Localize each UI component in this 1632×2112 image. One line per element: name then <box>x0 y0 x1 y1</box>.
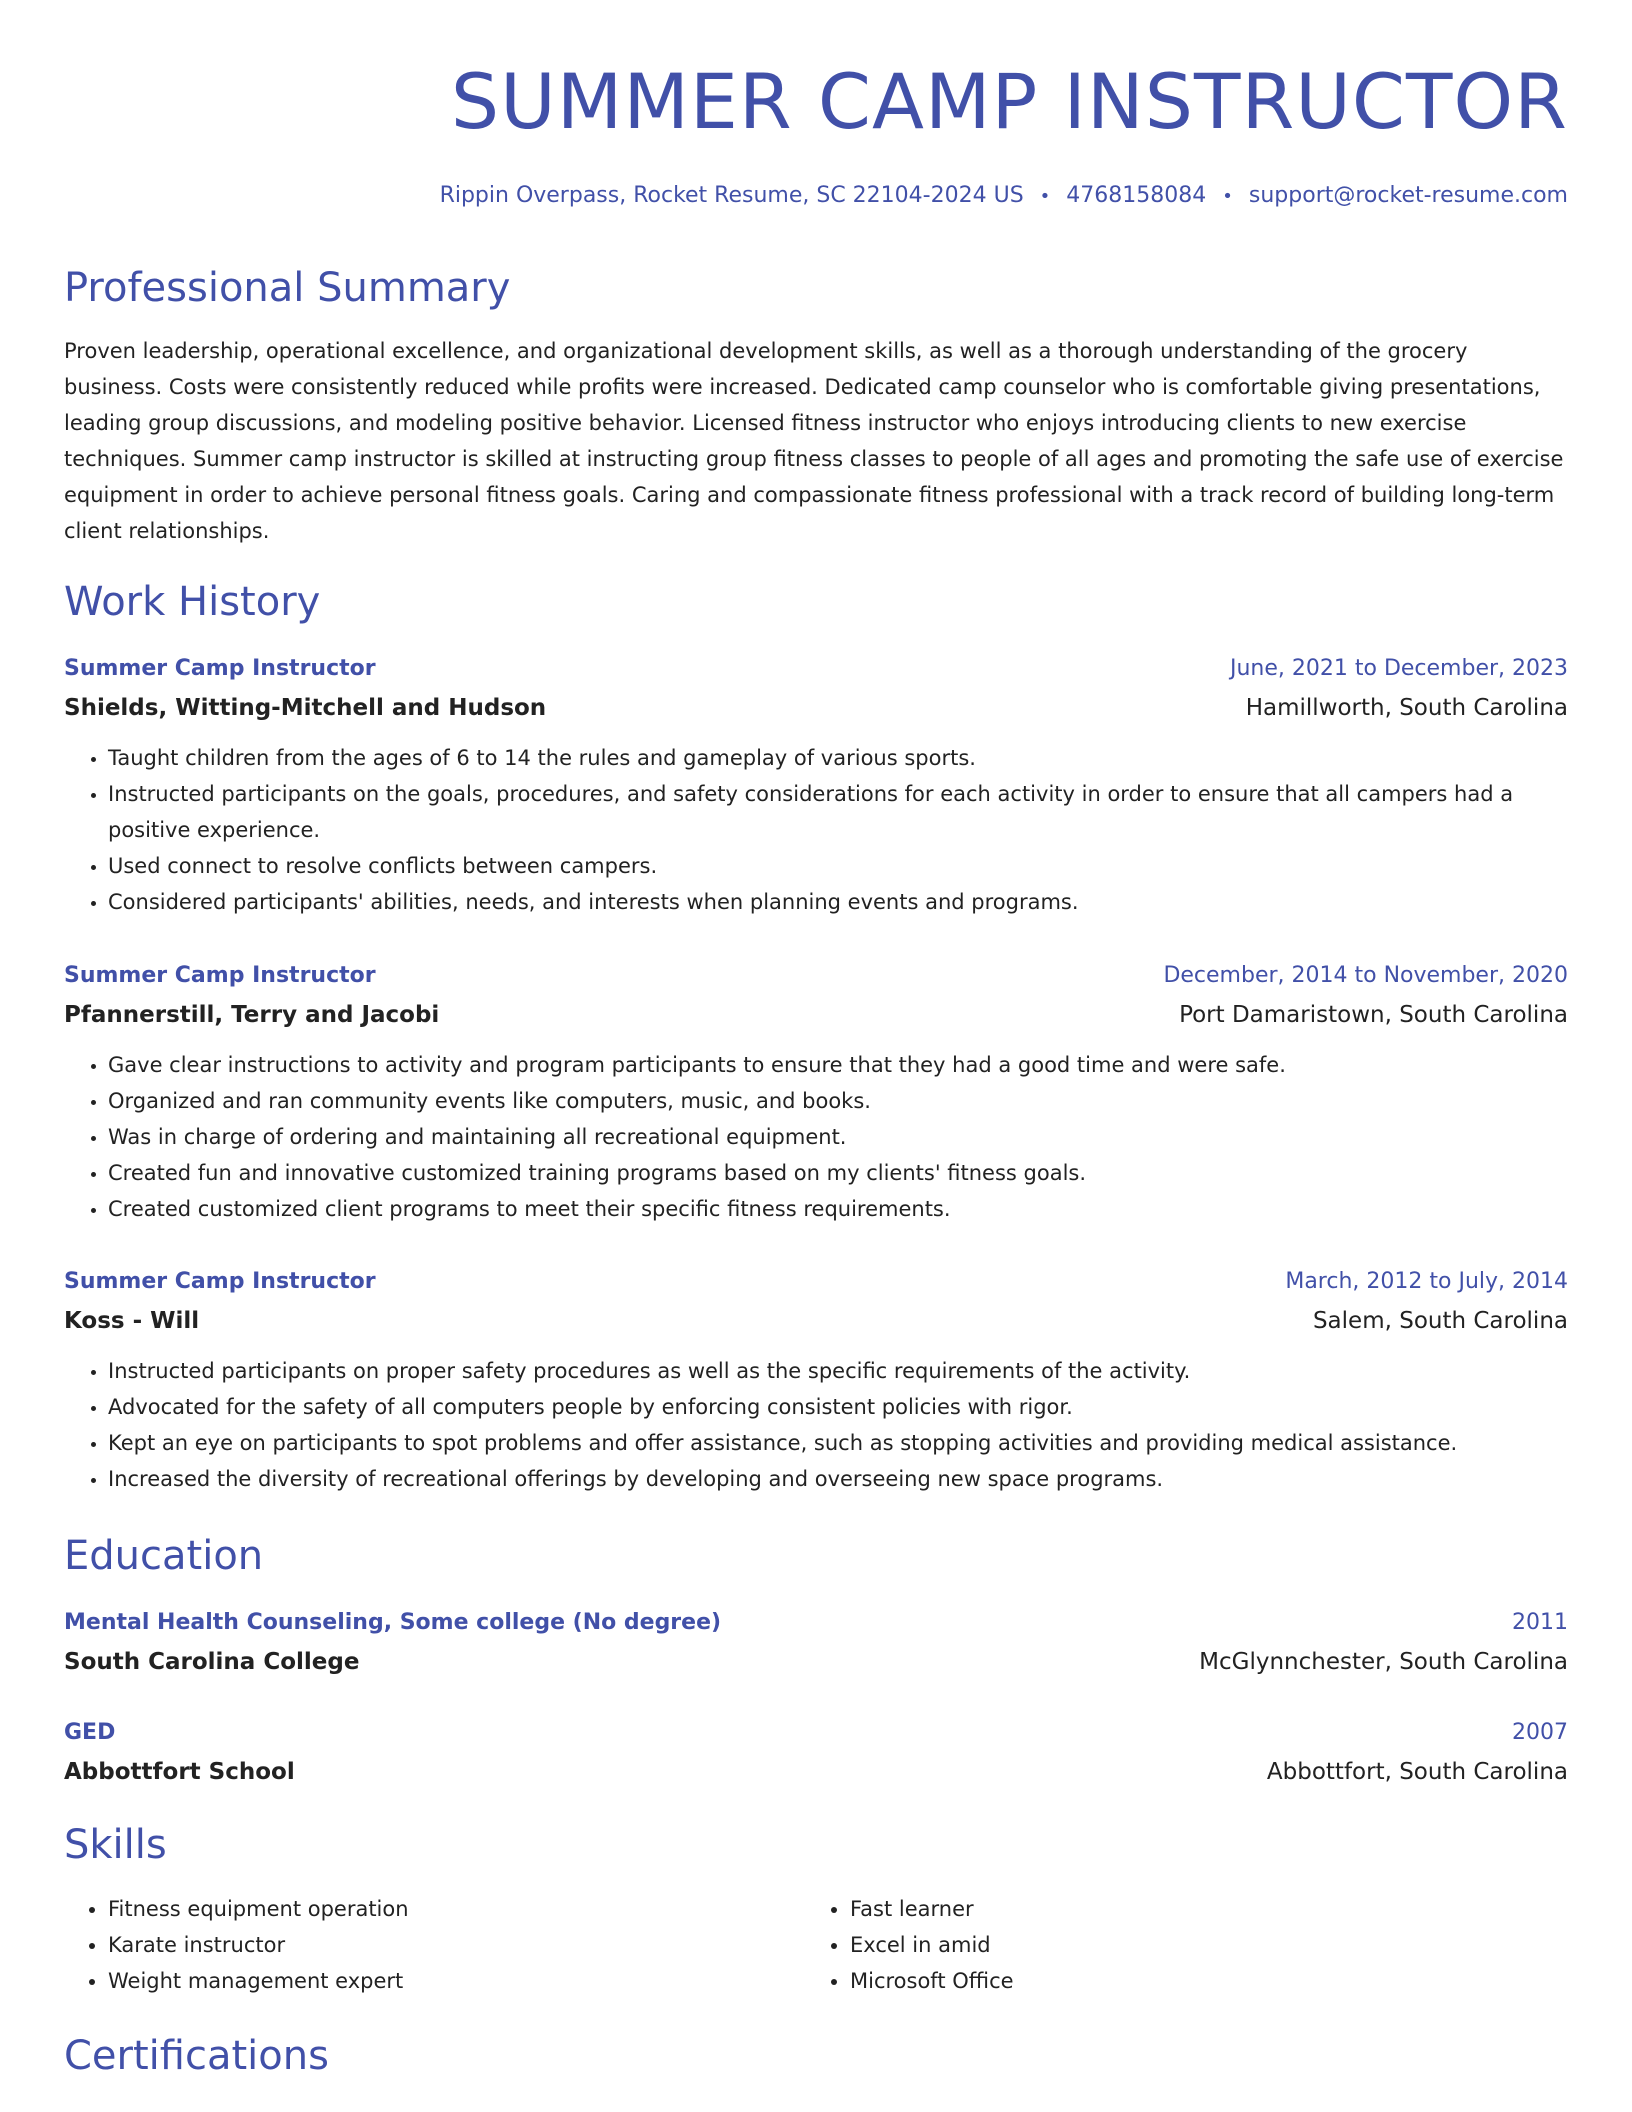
section-title-certifications: Certifications <box>64 2033 329 2079</box>
list-item: • Weight management expert <box>108 1963 806 1999</box>
job-role: Summer Camp Instructor <box>64 963 376 988</box>
job-company: Koss - Will <box>64 1308 200 1334</box>
education-year: 2011 <box>1512 1610 1568 1635</box>
job-entry <box>64 650 1568 920</box>
job-role: Summer Camp Instructor <box>64 1269 376 1294</box>
list-item: • Fast learner <box>850 1891 1548 1927</box>
list-item: • Taught children from the ages of 6 to 14 the rules and gameplay of various sports. <box>108 740 1568 776</box>
job-bullets <box>64 1047 1568 1227</box>
contact-separator: • <box>1039 186 1051 207</box>
summary-text: Proven leadership, operational excellence, and organizational development skills, as well as a thorough understanding of the grocery business. Costs were consistently reduced while profits were increased. Dedicated camp counselor who is comfortable giving presentations, leading group discussions, and modeling positive behavior. Licensed fitness instructor who enjoys introducing clients to new exercise techniques. Summer camp instructor is skilled at instructing group fitness classes to people of all ages and promoting the safe use of exercise equipment in order to achieve personal fitness goals. Caring and compassionate fitness professional with a track record of building long-term client relationships. <box>64 339 1564 543</box>
contact-separator: • <box>1222 186 1233 207</box>
list-item: • Increased the diversity of recreational offerings by developing and overseeing new space programs. <box>108 1461 1568 1497</box>
list-item: • Kept an eye on participants to spot problems and offer assistance, such as stopping activities and providing medical assistance. <box>108 1425 1568 1461</box>
job-entry <box>64 1263 1568 1497</box>
job-company: Shields, Witting-Mitchell and Hudson <box>64 695 547 721</box>
job-dates: December, 2014 to November, 2020 <box>1163 963 1568 988</box>
education-entry <box>64 1714 1568 1792</box>
job-location: Port Damaristown, South Carolina <box>1179 1002 1568 1028</box>
list-item: • Instructed participants on the goals, procedures, and safety considerations for each activity in order to ensure that all campers had a positive experience. <box>108 776 1568 848</box>
education-school: Abbottfort School <box>64 1759 295 1785</box>
list-item: • Gave clear instructions to activity and program participants to ensure that they had a good time and were safe. <box>108 1047 1568 1083</box>
list-item: • Fitness equipment operation <box>108 1891 806 1927</box>
list-item: • Excel in amid <box>850 1927 1548 1963</box>
section-title-summary: Professional Summary <box>64 265 511 311</box>
contact-address: Rippin Overpass, Rocket Resume, SC 22104-2024 US <box>439 183 1024 208</box>
job-role: Summer Camp Instructor <box>64 656 376 681</box>
section-title-work: Work History <box>64 579 321 625</box>
education-location: McGlynnchester, South Carolina <box>1199 1649 1568 1675</box>
education-degree: Mental Health Counseling, Some college (No degree) <box>64 1610 722 1635</box>
section-title-education: Education <box>64 1533 264 1579</box>
list-item: • Organized and ran community events like computers, music, and books. <box>108 1083 1568 1119</box>
list-item: • Considered participants' abilities, needs, and interests when planning events and programs. <box>108 884 1568 920</box>
job-dates: March, 2012 to July, 2014 <box>1285 1269 1568 1294</box>
job-location: Hamillworth, South Carolina <box>1245 695 1568 721</box>
skills-list <box>64 1891 1568 1999</box>
job-dates: June, 2021 to December, 2023 <box>1229 656 1568 681</box>
education-degree: GED <box>64 1720 116 1745</box>
list-item: • Used connect to resolve conflicts between campers. <box>108 848 1568 884</box>
contact-email: support@rocket-resume.com <box>1248 183 1568 208</box>
job-entry <box>64 957 1568 1227</box>
contact-phone: 4768158084 <box>1066 183 1207 208</box>
education-school: South Carolina College <box>64 1649 360 1675</box>
education-entry <box>64 1604 1568 1682</box>
list-item: • Created customized client programs to meet their specific fitness requirements. <box>108 1191 1568 1227</box>
list-item: • Advocated for the safety of all computers people by enforcing consistent policies with rigor. <box>108 1389 1568 1425</box>
list-item: • Karate instructor <box>108 1927 806 1963</box>
education-year: 2007 <box>1512 1720 1568 1745</box>
list-item: • Created fun and innovative customized training programs based on my clients' fitness goals. <box>108 1155 1568 1191</box>
education-location: Abbottfort, South Carolina <box>1266 1759 1568 1785</box>
job-location: Salem, South Carolina <box>1312 1308 1568 1334</box>
section-title-skills: Skills <box>64 1822 167 1868</box>
list-item: • Was in charge of ordering and maintaining all recreational equipment. <box>108 1119 1568 1155</box>
list-item: • Instructed participants on proper safety procedures as well as the specific requirements of the activity. <box>108 1353 1568 1389</box>
job-bullets <box>64 740 1568 920</box>
skills-column-right <box>806 1891 1548 1999</box>
list-item: • Microsoft Office <box>850 1963 1548 1999</box>
job-bullets <box>64 1353 1568 1497</box>
resume-title: SUMMER CAMP INSTRUCTOR <box>450 57 1568 146</box>
contact-line <box>440 180 1568 213</box>
job-company: Pfannerstill, Terry and Jacobi <box>64 1002 440 1028</box>
skills-column-left <box>64 1891 806 1999</box>
